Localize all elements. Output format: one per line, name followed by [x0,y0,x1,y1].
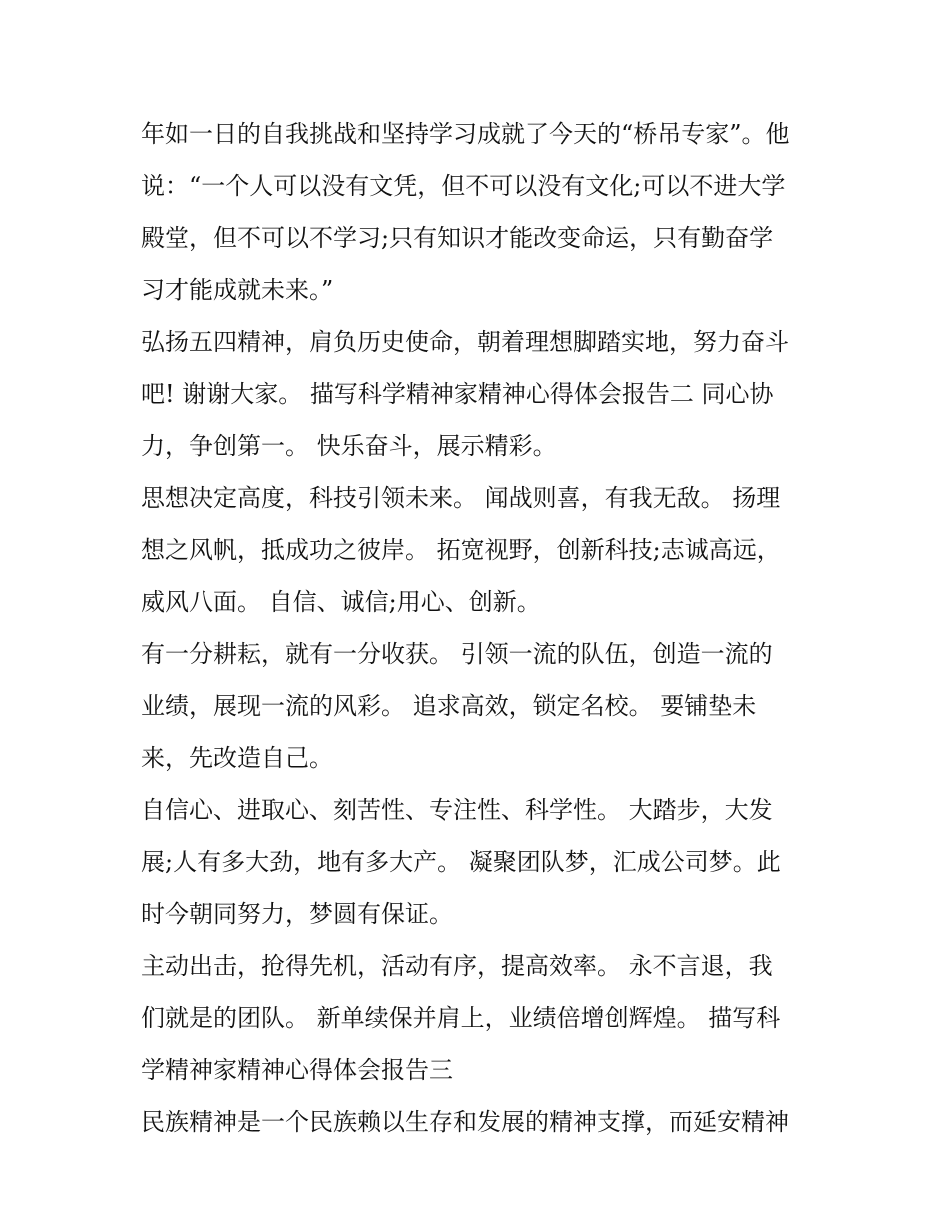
text-line: 学精神家精神心得体会报告三 [141,1056,453,1084]
text-line: 主动出击，抢得先机，活动有序，提高效率。 永不言退，我 [141,952,773,980]
text-line: 弘扬五四精神，肩负历史使命，朝着理想脚踏实地，努力奋斗 [141,328,789,356]
text-line: 思想决定高度，科技引领未来。 闻战则喜，有我无敌。 扬理 [141,484,781,512]
text-line: 有一分耕耘，就有一分收获。 引领一流的队伍，创造一流的 [141,640,773,668]
text-line: 殿堂，但不可以不学习;只有知识才能改变命运，只有勤奋学 [141,224,774,252]
text-line: 想之风帆，抵成功之彼岸。 拓宽视野，创新科技;志诚高远， [141,536,781,564]
text-line: 说：“一个人可以没有文凭，但不可以没有文化;可以不进大学 [141,172,786,200]
text-line: 年如一日的自我挑战和坚持学习成就了今天的“桥吊专家”。他 [141,120,790,148]
text-line: 吧! 谢谢大家。 描写科学精神家精神心得体会报告二 同心协 [141,380,774,408]
text-line: 自信心、进取心、刻苦性、专注性、科学性。 大踏步，大发 [141,796,773,824]
text-line: 业绩，展现一流的风彩。 追求高效，锁定名校。 要铺垫未 [141,692,757,720]
document-body [141,108,821,1148]
text-line: 力，争创第一。 快乐奋斗，展示精彩。 [141,432,557,460]
text-line: 威风八面。 自信、诚信;用心、创新。 [141,588,541,616]
text-line: 习才能成就未来。” [141,276,334,304]
text-line: 来，先改造自己。 [141,744,333,772]
text-line: 展;人有多大劲，地有多大产。 凝聚团队梦，汇成公司梦。此 [141,848,781,876]
text-line: 民族精神是一个民族赖以生存和发展的精神支撑，而延安精神 [141,1108,789,1136]
text-line: 时今朝同努力，梦圆有保证。 [141,900,453,928]
text-line: 们就是的团队。 新单续保并肩上，业绩倍增创辉煌。 描写科 [141,1004,781,1032]
